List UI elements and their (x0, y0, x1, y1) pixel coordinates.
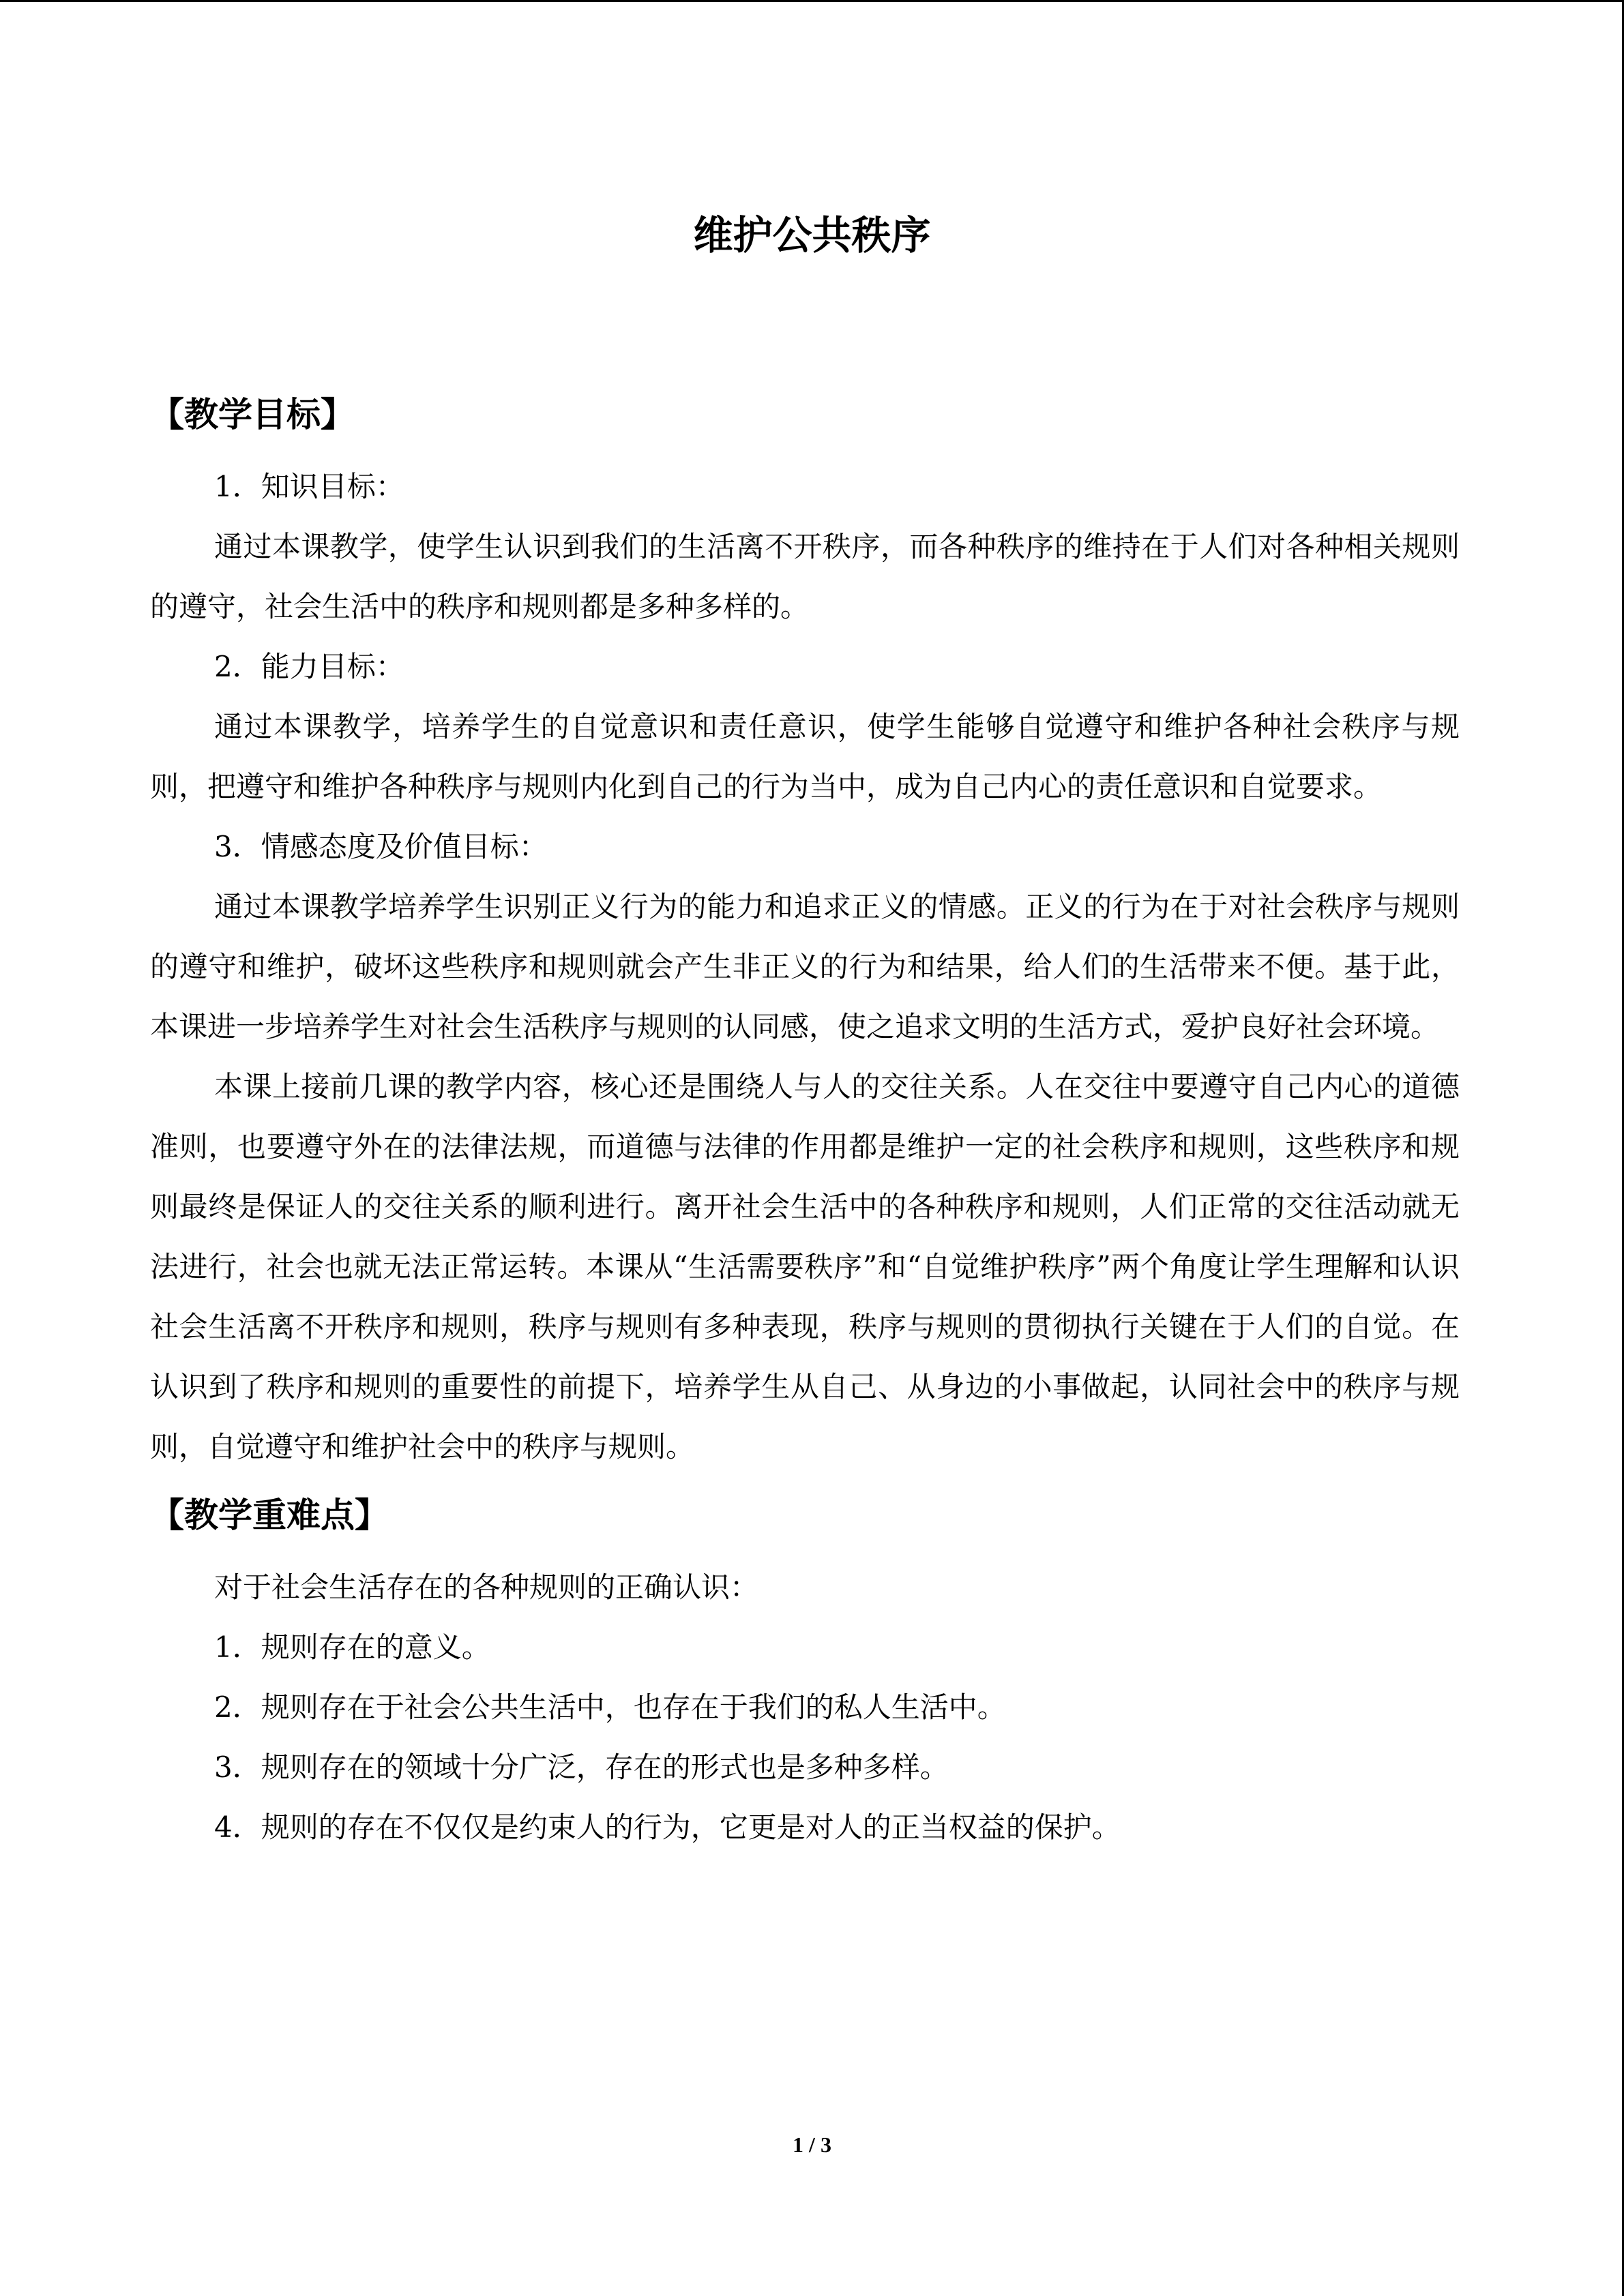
page-top-border (0, 0, 1624, 2)
paragraph: 对于社会生活存在的各种规则的正确认识： (214, 1570, 759, 1604)
list-item: 3．规则存在的领域十分广泛，存在的形式也是多种多样。 (214, 1750, 949, 1784)
paragraph: 通过本课教学，培养学生的自觉意识和责任意识，使学生能够自觉遵守和维护各种社会秩序与规则，把遵守和维护各种秩序与规则内化到自己的行为当中，成为自己内心的责任意识和自觉要求。 (150, 710, 1460, 803)
section-heading: 【教学目标】 (150, 395, 355, 434)
list-item: 4．规则的存在不仅仅是约束人的行为，它更是对人的正当权益的保护。 (214, 1810, 1121, 1844)
document-body (150, 382, 1460, 1858)
section-key-difficulties (150, 1482, 1460, 1858)
paragraph: 2．能力目标： (214, 650, 404, 683)
section-heading: 【教学重难点】 (150, 1495, 389, 1535)
list-item: 1．规则存在的意义。 (214, 1630, 490, 1664)
paragraph: 1．知识目标： (214, 470, 404, 503)
paragraph: 通过本课教学，使学生认识到我们的生活离不开秩序，而各种秩序的维持在于人们对各种相关规则的遵守，社会生活中的秩序和规则都是多种多样的。 (150, 530, 1460, 623)
page-number: 1 / 3 (793, 2132, 831, 2157)
paragraph: 本课上接前几课的教学内容，核心还是围绕人与人的交往关系。人在交往中要遵守自己内心的道德准则，也要遵守外在的法律法规，而道德与法律的作用都是维护一定的社会秩序和规则，这些秩序和规则最终是保证人的交往关系的顺利进行。离开社会生活中的各种秩序和规则，人们正常的交往活动就无法进行，社会也就无法正常运转。本课从“生活需要秩序”和“自觉维护秩序”两个角度让学生理解和认识社会生活离不开秩序和规则，秩序与规则有多种表现，秩序与规则的贯彻执行关键在于人们的自觉。在认识到了秩序和规则的重要性的前提下，培养学生从自己、从身边的小事做起，认同社会中的秩序与规则，自觉遵守和维护社会中的秩序与规则。 (150, 1070, 1460, 1463)
section-spacer (150, 1477, 1460, 1482)
paragraph: 通过本课教学培养学生识别正义行为的能力和追求正义的情感。正义的行为在于对社会秩序与规则的遵守和维护，破坏这些秩序和规则就会产生非正义的行为和结果，给人们的生活带来不便。基于此，本课进一步培养学生对社会生活秩序与规则的认同感，使之追求文明的生活方式，爱护良好社会环境。 (150, 890, 1460, 1043)
section-teaching-objectives (150, 382, 1460, 1477)
document-title: 维护公共秩序 (693, 212, 931, 258)
list-item: 2．规则存在于社会公共生活中，也存在于我们的私人生活中。 (214, 1690, 1006, 1724)
paragraph: 3．情感态度及价值目标： (214, 830, 548, 863)
